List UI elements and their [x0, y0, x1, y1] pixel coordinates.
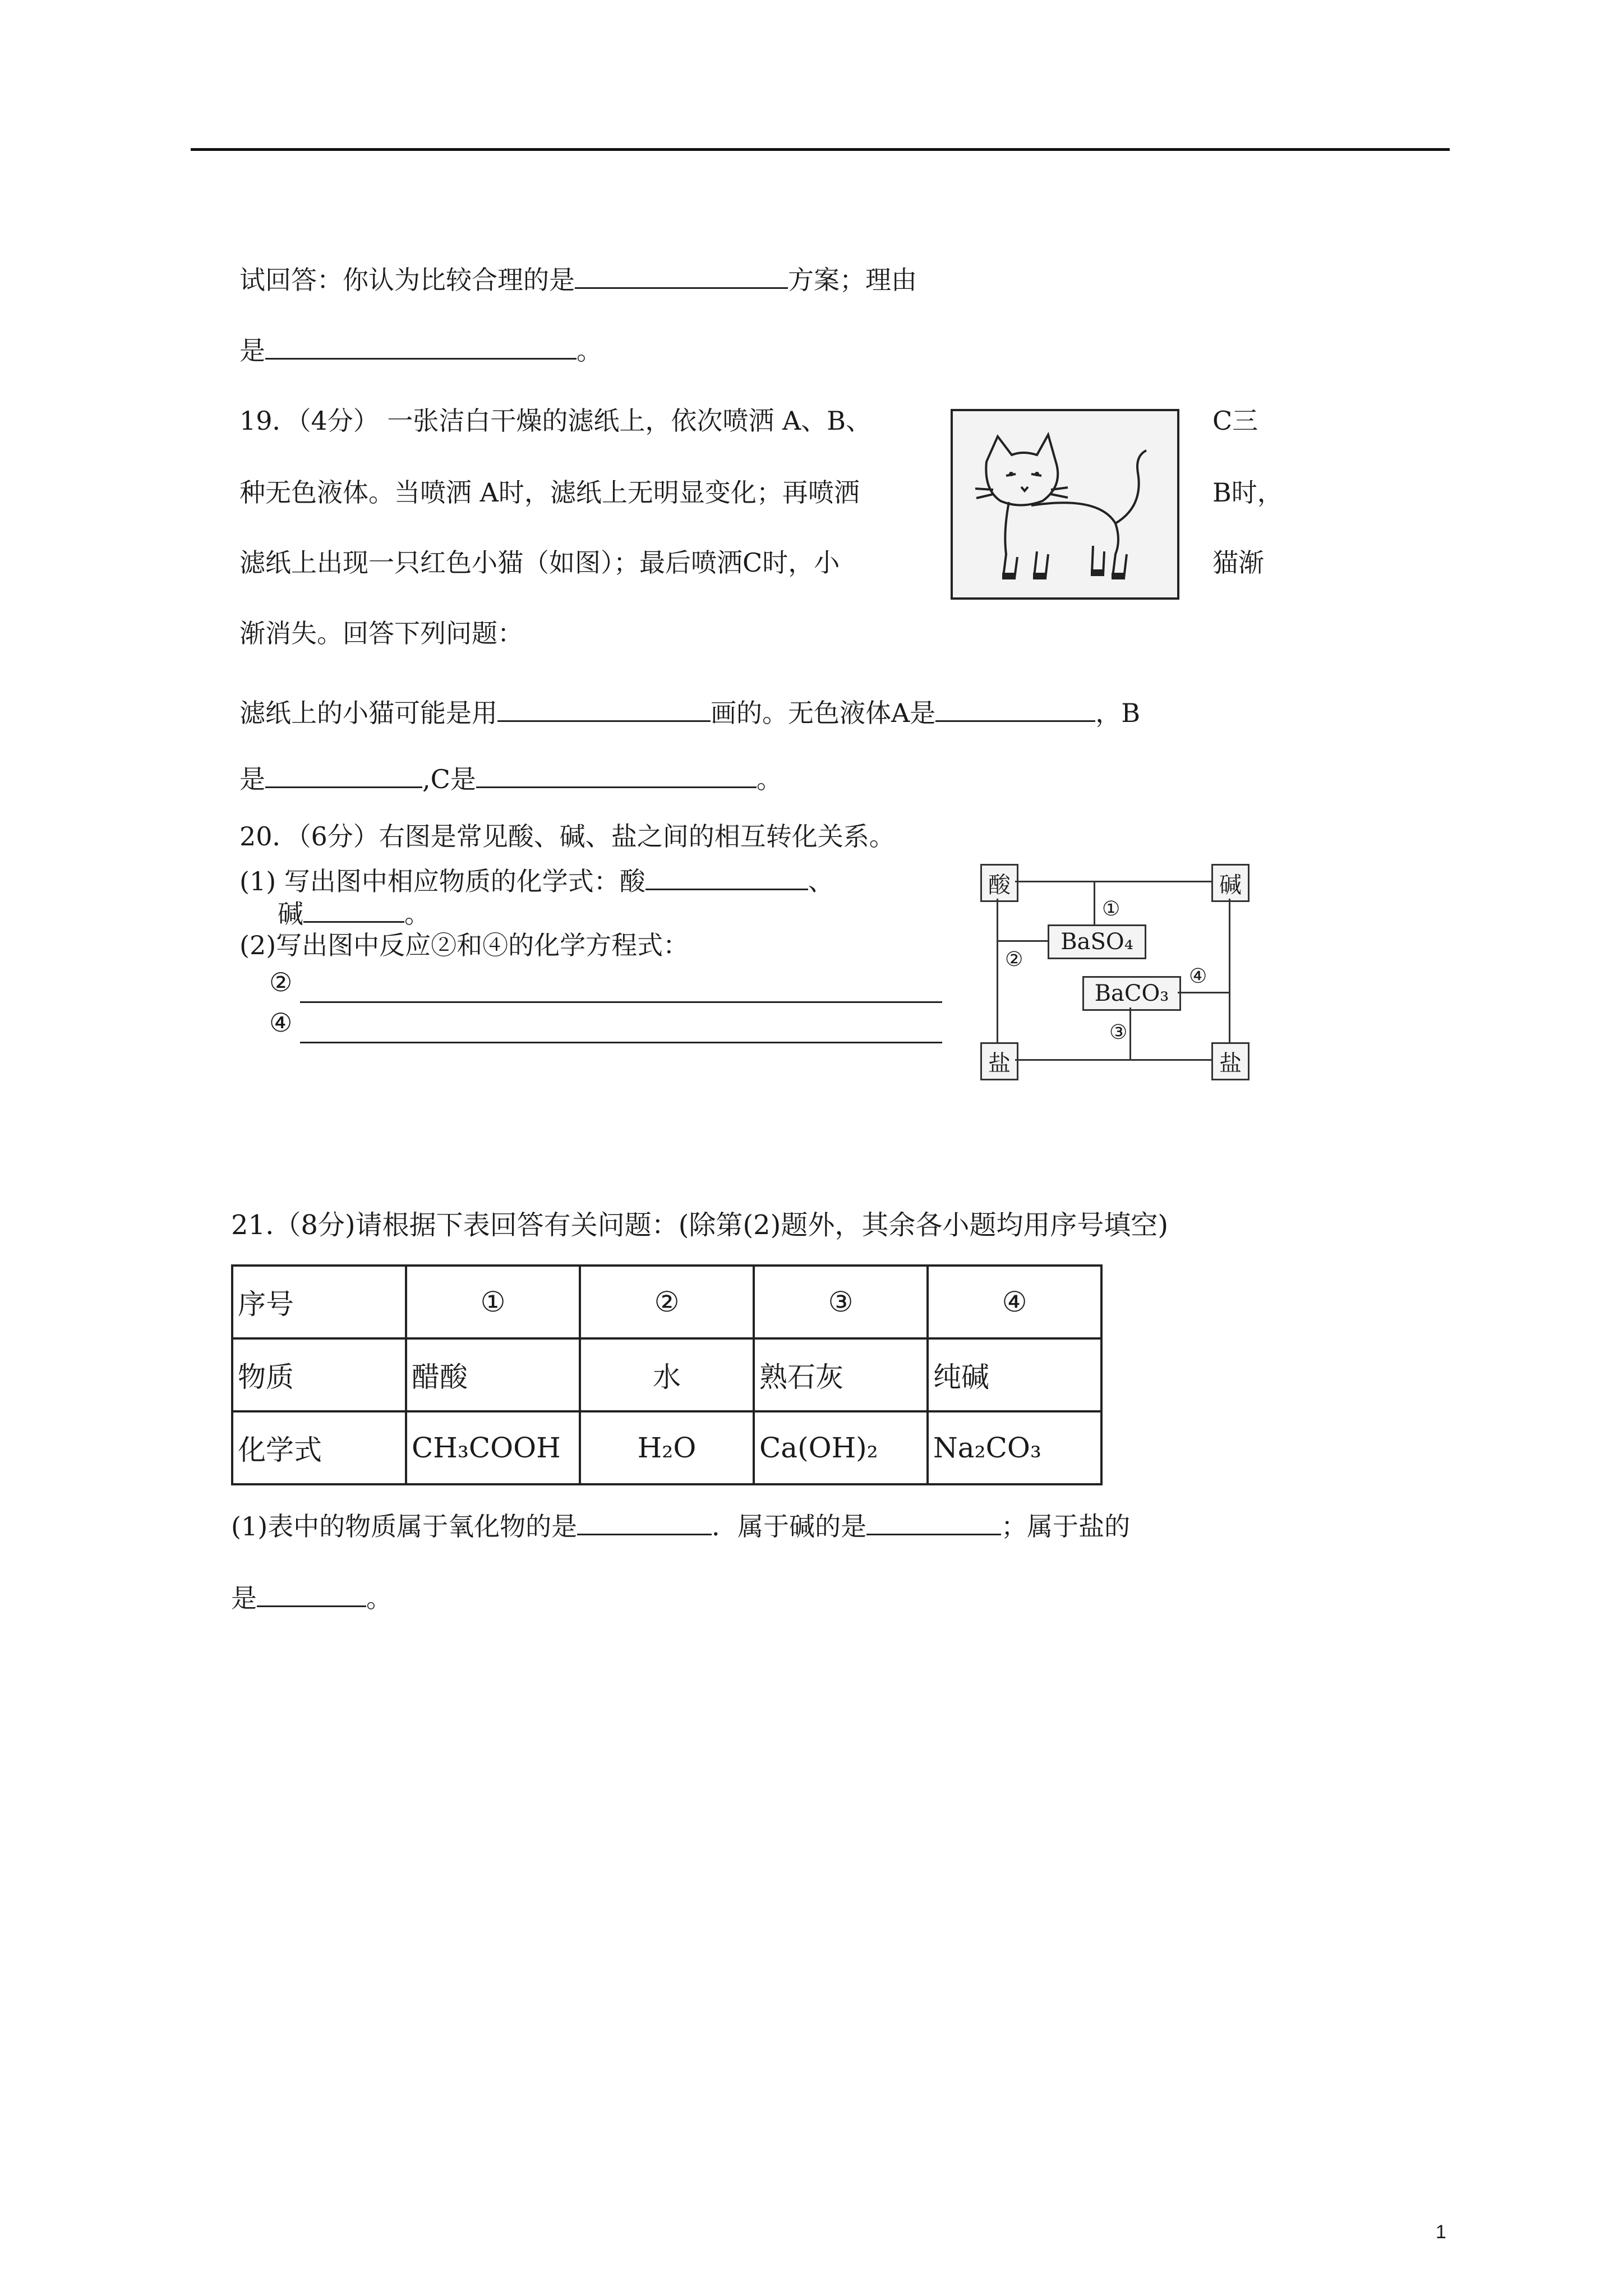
q20-blank-base[interactable] [303, 896, 404, 923]
diagram-line-3 [1129, 1007, 1131, 1059]
q19-blank-A[interactable] [935, 696, 1095, 722]
q20-sub1b [278, 896, 430, 927]
q20-sub1 [239, 864, 834, 894]
table-cell: 序号 [232, 1266, 406, 1338]
q20-blank-acid[interactable] [645, 864, 808, 890]
q19-blank-draw-with[interactable] [497, 696, 711, 722]
diagram-line-4 [1178, 992, 1229, 993]
table-cell: CH₃COOH [406, 1411, 580, 1484]
q19-blank-C[interactable] [476, 762, 757, 788]
table-cell: ④ [928, 1266, 1101, 1338]
q19-question-line2 [239, 762, 782, 792]
diagram-salt-right-box: 盐 [1211, 1042, 1249, 1080]
diagram-num-3: ③ [1109, 1021, 1128, 1044]
q19-q2b: ,C是 [422, 764, 476, 794]
q19-line2-right: B时， [1212, 477, 1283, 508]
q19-blank-B[interactable] [265, 762, 422, 788]
q21-sub1-line2b: 。 [366, 1583, 392, 1613]
q21-sub1-line2a: 是 [231, 1583, 257, 1613]
q20-eq2-label: ② [269, 967, 293, 997]
diagram-salt-left-box: 盐 [980, 1042, 1018, 1080]
table-row [232, 1338, 1101, 1411]
q20-eq4-line[interactable] [300, 1042, 942, 1043]
q21-sub1a: (1)表中的物质属于氧化物的是 [231, 1511, 578, 1542]
table-cell: ② [580, 1266, 754, 1338]
q19-line4: 渐消失。回答下列问题： [239, 618, 523, 648]
q21-blank-oxide[interactable] [577, 1509, 712, 1535]
q18-line2-pre: 是 [239, 335, 265, 366]
q19-line3: 滤纸上出现一只红色小猫（如图）；最后喷洒C时，小 [239, 547, 840, 578]
diagram-baso4-box: BaSO₄ [1048, 924, 1146, 959]
table-cell: ③ [754, 1266, 928, 1338]
diagram-line-acid-base [1015, 881, 1211, 882]
diagram-acid-box: 酸 [980, 864, 1018, 902]
q18-line1-pre: 试回答：你认为比较合理的是 [239, 265, 575, 295]
q20-sub1-end: 、 [808, 866, 834, 896]
q21-sub1-line2 [231, 1581, 392, 1611]
table-cell: Ca(OH)₂ [754, 1411, 928, 1484]
q20-sub1b-text: 碱 [278, 899, 303, 929]
q19-line2: 种无色液体。当喷洒 A时，滤纸上无明显变化；再喷洒 [239, 477, 860, 508]
table-cell: 物质 [232, 1338, 406, 1411]
table-cell: 化学式 [232, 1411, 406, 1484]
diagram-num-2: ② [1005, 948, 1023, 971]
q18-blank-scheme[interactable] [575, 263, 788, 289]
q18-blank-reason[interactable] [265, 333, 577, 360]
diagram-line-salt-salt [1015, 1059, 1211, 1061]
table-cell: Na₂CO₃ [928, 1411, 1101, 1484]
q21-blank-salt[interactable] [257, 1581, 366, 1607]
diagram-line-1 [1094, 881, 1095, 924]
q20-sub1b-end: 。 [404, 899, 430, 929]
page-number: 1 [1436, 2221, 1446, 2243]
q20-eq4-label: ④ [269, 1007, 293, 1038]
q19-q1c: ，B [1095, 698, 1141, 728]
table-cell: 熟石灰 [754, 1338, 928, 1411]
q19-q2c: 。 [756, 764, 782, 794]
q21-sub1c: ；属于盐的 [1001, 1511, 1131, 1542]
q19-line1: 19．（4分） 一张洁白干燥的滤纸上，依次喷洒 A、B、 [239, 406, 872, 436]
table-row [232, 1266, 1101, 1338]
table-cell: 纯碱 [928, 1338, 1101, 1411]
q19-q1b: 画的。无色液体A是 [711, 698, 936, 728]
cat-image [951, 409, 1179, 600]
cat-drawing-icon [953, 411, 1177, 597]
header-rule [191, 148, 1450, 151]
diagram-line-2 [998, 940, 1048, 942]
q19-question-line1 [239, 696, 1140, 726]
table-cell: ① [406, 1266, 580, 1338]
q21-blank-base[interactable] [866, 1509, 1001, 1535]
table-cell: 水 [580, 1338, 754, 1411]
table-row [232, 1411, 1101, 1484]
diagram-line-left-vertical [997, 899, 998, 1042]
q20-eq2-line[interactable] [300, 1001, 942, 1003]
q18-line1-post: 方案；理由 [788, 265, 917, 295]
table-cell: H₂O [580, 1411, 754, 1484]
diagram-line-right-vertical [1229, 899, 1230, 1042]
q21-sub1b: ．属于碱的是 [712, 1511, 867, 1542]
q20-sub1-text: (1) 写出图中相应物质的化学式：酸 [239, 866, 645, 896]
q18-line1 [239, 263, 917, 293]
q21-sub1-line1 [231, 1509, 1131, 1542]
q19-line1-right: C三 [1212, 406, 1258, 436]
q18-line2-post: 。 [577, 335, 602, 366]
q20-title: 20．（6分）右图是常见酸、碱、盐之间的相互转化关系。 [239, 821, 895, 852]
table-cell: 醋酸 [406, 1338, 580, 1411]
q19-q2a: 是 [239, 764, 265, 794]
q21-title: 21.（8分)请根据下表回答有关问题：(除第(2)题外，其余各小题均用序号填空) [231, 1209, 1169, 1241]
q21-table [231, 1264, 1103, 1485]
conversion-diagram [965, 853, 1256, 1088]
q19-q1a: 滤纸上的小猫可能是用 [239, 698, 497, 728]
q19-line3-right: 猫渐 [1212, 547, 1264, 578]
q20-sub2: (2)写出图中反应②和④的化学方程式： [239, 930, 689, 960]
diagram-num-1: ① [1102, 898, 1121, 921]
diagram-baco3-box: BaCO₃ [1082, 976, 1181, 1011]
diagram-base-box: 碱 [1211, 864, 1249, 902]
q18-line2 [239, 333, 602, 364]
diagram-num-4: ④ [1189, 965, 1207, 988]
